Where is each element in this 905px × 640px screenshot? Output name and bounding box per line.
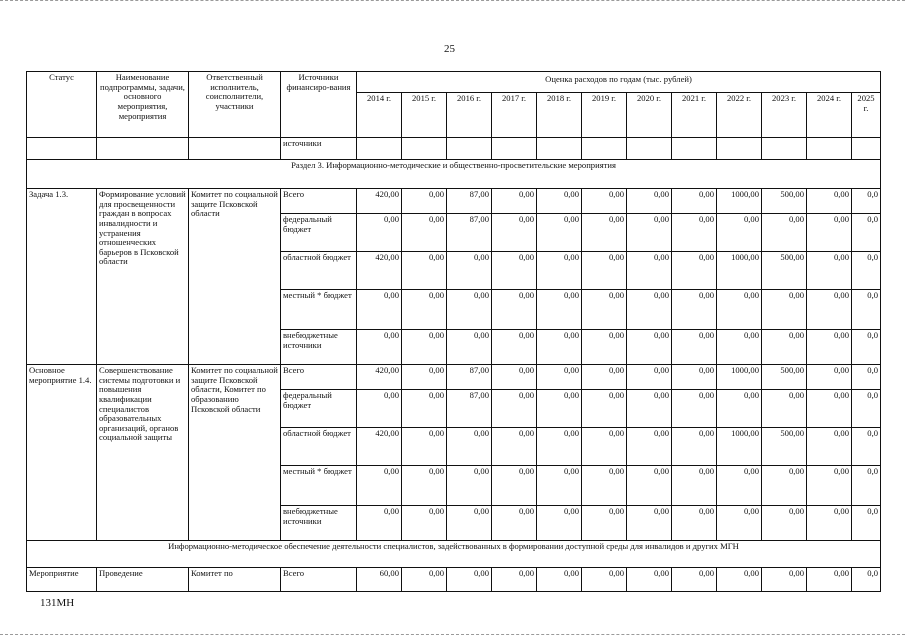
value-cell: 0,00 <box>627 365 672 390</box>
table-body <box>27 72 881 592</box>
value-cell: 0,00 <box>762 290 807 330</box>
empty-cell <box>97 138 189 160</box>
value-cell: 0,00 <box>807 390 852 428</box>
value-cell: 0,00 <box>627 506 672 541</box>
value-cell: 0,00 <box>402 390 447 428</box>
name-cell: Совершенствование системы подготовки и повышения квалификации специалистов образовательных организаций, органов социальной защиты <box>97 365 189 541</box>
source-cell: внебюджетные источники <box>281 506 357 541</box>
value-cell: 0,00 <box>492 330 537 365</box>
value-cell: 0,00 <box>672 506 717 541</box>
empty-cell <box>807 138 852 160</box>
responsible-cell: Комитет по социальной защите Псковской области <box>189 189 281 365</box>
value-cell: 0,00 <box>492 252 537 290</box>
source-cell: федеральный бюджет <box>281 390 357 428</box>
value-cell: 0,00 <box>537 506 582 541</box>
scan-edge-bottom <box>0 634 905 636</box>
empty-cell <box>447 138 492 160</box>
year-header: 2023 г. <box>762 93 807 138</box>
value-cell: 0,00 <box>492 290 537 330</box>
header-estimate: Оценка расходов по годам (тыс. рублей) <box>357 72 881 93</box>
value-cell: 0,00 <box>672 390 717 428</box>
empty-cell <box>582 138 627 160</box>
expenditure-table <box>26 71 881 592</box>
table-row <box>27 568 881 592</box>
value-cell: 0,0 <box>852 390 881 428</box>
empty-cell <box>717 138 762 160</box>
document-code: 131МН <box>40 597 75 609</box>
value-cell: 0,00 <box>627 428 672 466</box>
year-header: 2022 г. <box>717 93 762 138</box>
value-cell: 0,00 <box>357 390 402 428</box>
value-cell: 1000,00 <box>717 365 762 390</box>
year-header: 2021 г. <box>672 93 717 138</box>
responsible-cell: Комитет по социальной защите Псковской области, Комитет по образованию Псковской области <box>189 365 281 541</box>
name-cell: Формирование условий для просвещенности граждан в вопросах инвалидности и устранения отношенческих барьеров в Псковской области <box>97 189 189 365</box>
subsection-row <box>27 541 881 568</box>
value-cell: 0,00 <box>537 568 582 592</box>
value-cell: 0,00 <box>447 506 492 541</box>
value-cell: 0,00 <box>627 390 672 428</box>
value-cell: 0,00 <box>672 290 717 330</box>
value-cell: 0,00 <box>717 506 762 541</box>
value-cell: 0,00 <box>582 365 627 390</box>
empty-cell <box>492 138 537 160</box>
value-cell: 0,00 <box>492 214 537 252</box>
value-cell: 0,00 <box>807 365 852 390</box>
value-cell: 1000,00 <box>717 428 762 466</box>
value-cell: 0,00 <box>717 466 762 506</box>
value-cell: 0,00 <box>537 365 582 390</box>
value-cell: 0,0 <box>852 466 881 506</box>
value-cell: 0,00 <box>762 214 807 252</box>
table-row <box>27 365 881 390</box>
name-cell: Проведение <box>97 568 189 592</box>
header-sources: Источники финансиро-вания <box>281 72 357 138</box>
value-cell: 0,00 <box>537 214 582 252</box>
value-cell: 0,00 <box>717 330 762 365</box>
scan-edge-top <box>0 0 905 4</box>
value-cell: 0,00 <box>582 428 627 466</box>
value-cell: 0,0 <box>852 290 881 330</box>
value-cell: 0,00 <box>672 252 717 290</box>
source-cell: Всего <box>281 568 357 592</box>
value-cell: 0,00 <box>762 330 807 365</box>
continuation-row <box>27 138 881 160</box>
value-cell: 0,00 <box>627 252 672 290</box>
empty-cell <box>762 138 807 160</box>
value-cell: 0,00 <box>762 568 807 592</box>
value-cell: 87,00 <box>447 390 492 428</box>
value-cell: 0,00 <box>807 290 852 330</box>
value-cell: 0,00 <box>537 428 582 466</box>
value-cell: 0,00 <box>492 390 537 428</box>
source-cell: внебюджетные источники <box>281 330 357 365</box>
value-cell: 0,00 <box>357 506 402 541</box>
value-cell: 1000,00 <box>717 252 762 290</box>
status-cell: Мероприятие <box>27 568 97 592</box>
value-cell: 0,00 <box>807 252 852 290</box>
value-cell: 0,00 <box>447 252 492 290</box>
value-cell: 420,00 <box>357 365 402 390</box>
empty-cell <box>627 138 672 160</box>
value-cell: 0,00 <box>627 568 672 592</box>
empty-cell <box>852 138 881 160</box>
value-cell: 0,00 <box>717 214 762 252</box>
value-cell: 500,00 <box>762 365 807 390</box>
value-cell: 0,00 <box>807 428 852 466</box>
value-cell: 87,00 <box>447 214 492 252</box>
value-cell: 0,00 <box>357 214 402 252</box>
value-cell: 1000,00 <box>717 189 762 214</box>
year-header: 2019 г. <box>582 93 627 138</box>
source-cell: источники <box>281 138 357 160</box>
value-cell: 0,00 <box>717 290 762 330</box>
value-cell: 0,00 <box>357 290 402 330</box>
value-cell: 0,00 <box>672 428 717 466</box>
value-cell: 0,0 <box>852 365 881 390</box>
value-cell: 0,0 <box>852 506 881 541</box>
value-cell: 0,00 <box>492 466 537 506</box>
year-header: 2020 г. <box>627 93 672 138</box>
source-cell: местный * бюджет <box>281 290 357 330</box>
value-cell: 500,00 <box>762 428 807 466</box>
value-cell: 0,00 <box>537 252 582 290</box>
empty-cell <box>189 138 281 160</box>
header-status: Статус <box>27 72 97 138</box>
value-cell: 420,00 <box>357 428 402 466</box>
value-cell: 420,00 <box>357 189 402 214</box>
value-cell: 0,00 <box>402 568 447 592</box>
value-cell: 0,00 <box>492 568 537 592</box>
year-header: 2016 г. <box>447 93 492 138</box>
value-cell: 0,00 <box>627 330 672 365</box>
header-name: Наименование подпрограммы, задачи, основного мероприятия, мероприятия <box>97 72 189 138</box>
value-cell: 0,00 <box>807 330 852 365</box>
empty-cell <box>537 138 582 160</box>
value-cell: 0,00 <box>402 252 447 290</box>
value-cell: 0,00 <box>492 365 537 390</box>
value-cell: 0,00 <box>537 330 582 365</box>
value-cell: 0,00 <box>537 390 582 428</box>
page-number: 25 <box>444 43 455 55</box>
value-cell: 0,00 <box>402 290 447 330</box>
value-cell: 0,00 <box>582 466 627 506</box>
year-header: 2018 г. <box>537 93 582 138</box>
value-cell: 0,00 <box>447 330 492 365</box>
year-header: 2025 г. <box>852 93 881 138</box>
value-cell: 0,00 <box>402 189 447 214</box>
value-cell: 0,00 <box>402 214 447 252</box>
value-cell: 0,00 <box>447 290 492 330</box>
value-cell: 0,00 <box>447 428 492 466</box>
value-cell: 500,00 <box>762 252 807 290</box>
value-cell: 500,00 <box>762 189 807 214</box>
source-cell: областной бюджет <box>281 428 357 466</box>
value-cell: 87,00 <box>447 189 492 214</box>
value-cell: 0,00 <box>492 428 537 466</box>
value-cell: 0,00 <box>402 365 447 390</box>
value-cell: 0,00 <box>402 466 447 506</box>
value-cell: 0,00 <box>582 189 627 214</box>
value-cell: 0,00 <box>447 568 492 592</box>
value-cell: 0,00 <box>627 466 672 506</box>
empty-cell <box>357 138 402 160</box>
value-cell: 0,00 <box>357 466 402 506</box>
value-cell: 0,00 <box>672 214 717 252</box>
source-cell: федеральный бюджет <box>281 214 357 252</box>
status-cell: Основное мероприятие 1.4. <box>27 365 97 541</box>
value-cell: 0,00 <box>807 568 852 592</box>
section-row <box>27 160 881 189</box>
year-header: 2024 г. <box>807 93 852 138</box>
status-cell: Задача 1.3. <box>27 189 97 365</box>
source-cell: Всего <box>281 189 357 214</box>
value-cell: 0,00 <box>717 568 762 592</box>
table-row <box>27 189 881 214</box>
value-cell: 0,00 <box>582 330 627 365</box>
year-header: 2015 г. <box>402 93 447 138</box>
value-cell: 0,0 <box>852 189 881 214</box>
value-cell: 0,00 <box>672 466 717 506</box>
empty-cell <box>402 138 447 160</box>
value-cell: 0,00 <box>582 506 627 541</box>
value-cell: 0,00 <box>492 506 537 541</box>
empty-cell <box>672 138 717 160</box>
value-cell: 0,00 <box>582 214 627 252</box>
value-cell: 0,00 <box>672 189 717 214</box>
value-cell: 0,00 <box>537 189 582 214</box>
value-cell: 0,00 <box>807 506 852 541</box>
value-cell: 0,00 <box>492 189 537 214</box>
value-cell: 0,00 <box>537 290 582 330</box>
section-title: Раздел 3. Информационно-методические и общественно-просветительские мероприятия <box>27 160 881 189</box>
value-cell: 0,0 <box>852 252 881 290</box>
value-cell: 0,00 <box>762 390 807 428</box>
value-cell: 0,00 <box>672 568 717 592</box>
value-cell: 0,00 <box>627 189 672 214</box>
value-cell: 0,00 <box>627 290 672 330</box>
source-cell: местный * бюджет <box>281 466 357 506</box>
value-cell: 0,00 <box>582 390 627 428</box>
value-cell: 0,00 <box>807 466 852 506</box>
year-header: 2014 г. <box>357 93 402 138</box>
value-cell: 0,00 <box>582 252 627 290</box>
source-cell: Всего <box>281 365 357 390</box>
value-cell: 87,00 <box>447 365 492 390</box>
value-cell: 0,0 <box>852 428 881 466</box>
value-cell: 0,00 <box>762 506 807 541</box>
value-cell: 60,00 <box>357 568 402 592</box>
value-cell: 0,00 <box>672 365 717 390</box>
value-cell: 0,0 <box>852 214 881 252</box>
value-cell: 0,00 <box>807 214 852 252</box>
subsection-title: Информационно-методическое обеспечение деятельности специалистов, задействованных в формировании доступной среды для инвалидов и других МГН <box>27 541 881 568</box>
responsible-cell: Комитет по <box>189 568 281 592</box>
value-cell: 0,00 <box>402 506 447 541</box>
empty-cell <box>27 138 97 160</box>
value-cell: 0,00 <box>672 330 717 365</box>
source-cell: областной бюджет <box>281 252 357 290</box>
value-cell: 0,0 <box>852 568 881 592</box>
value-cell: 420,00 <box>357 252 402 290</box>
header-row-top <box>27 72 881 93</box>
value-cell: 0,00 <box>582 568 627 592</box>
value-cell: 0,00 <box>627 214 672 252</box>
value-cell: 0,00 <box>357 330 402 365</box>
value-cell: 0,00 <box>762 466 807 506</box>
value-cell: 0,00 <box>582 290 627 330</box>
value-cell: 0,00 <box>447 466 492 506</box>
value-cell: 0,00 <box>402 428 447 466</box>
value-cell: 0,00 <box>402 330 447 365</box>
value-cell: 0,0 <box>852 330 881 365</box>
value-cell: 0,00 <box>717 390 762 428</box>
value-cell: 0,00 <box>537 466 582 506</box>
value-cell: 0,00 <box>807 189 852 214</box>
year-header: 2017 г. <box>492 93 537 138</box>
header-responsible: Ответственный исполнитель, соисполнители, участники <box>189 72 281 138</box>
